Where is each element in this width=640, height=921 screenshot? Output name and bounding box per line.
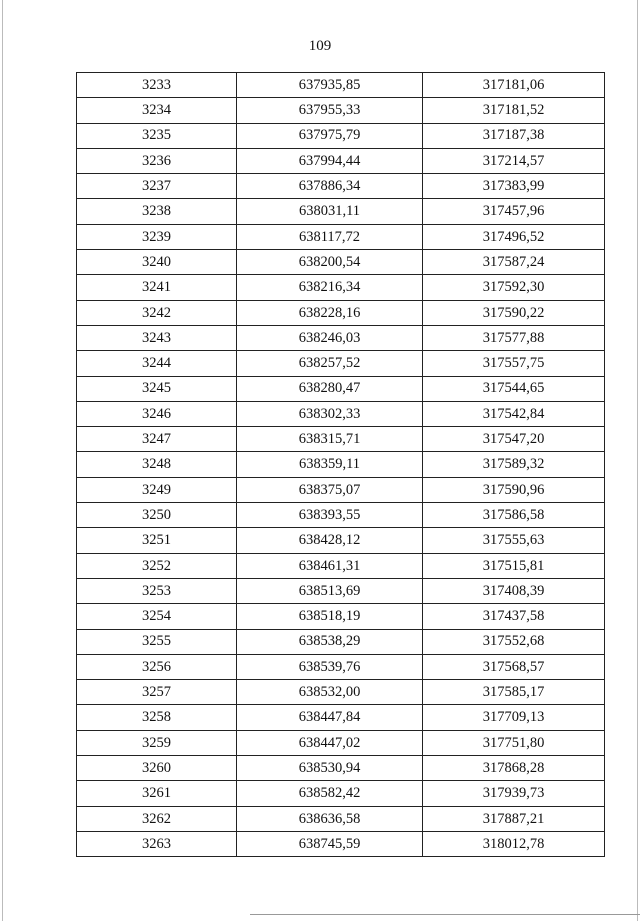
x-coordinate-cell: 637886,34 [237, 174, 423, 199]
y-coordinate-cell: 317187,38 [423, 123, 605, 148]
table-row [77, 300, 605, 325]
x-coordinate-cell: 638315,71 [237, 427, 423, 452]
y-coordinate-cell: 317586,58 [423, 503, 605, 528]
x-coordinate-cell: 638393,55 [237, 503, 423, 528]
table-row [77, 806, 605, 831]
table-row [77, 705, 605, 730]
y-coordinate-cell: 317181,52 [423, 98, 605, 123]
x-coordinate-cell: 637955,33 [237, 98, 423, 123]
y-coordinate-cell: 317557,75 [423, 351, 605, 376]
coordinates-table [76, 72, 605, 857]
point-number-cell: 3260 [77, 756, 237, 781]
point-number-cell: 3234 [77, 98, 237, 123]
point-number-cell: 3262 [77, 806, 237, 831]
bottom-divider [250, 914, 640, 915]
point-number-cell: 3237 [77, 174, 237, 199]
point-number-cell: 3256 [77, 654, 237, 679]
x-coordinate-cell: 637935,85 [237, 73, 423, 98]
table-row [77, 275, 605, 300]
y-coordinate-cell: 317592,30 [423, 275, 605, 300]
x-coordinate-cell: 638539,76 [237, 654, 423, 679]
page-edge-right [637, 0, 638, 921]
point-number-cell: 3240 [77, 250, 237, 275]
y-coordinate-cell: 317577,88 [423, 325, 605, 350]
table-row [77, 452, 605, 477]
table-row [77, 604, 605, 629]
table-row [77, 654, 605, 679]
x-coordinate-cell: 638257,52 [237, 351, 423, 376]
y-coordinate-cell: 317496,52 [423, 224, 605, 249]
point-number-cell: 3248 [77, 452, 237, 477]
y-coordinate-cell: 318012,78 [423, 831, 605, 856]
x-coordinate-cell: 638745,59 [237, 831, 423, 856]
x-coordinate-cell: 638538,29 [237, 629, 423, 654]
x-coordinate-cell: 638246,03 [237, 325, 423, 350]
y-coordinate-cell: 317437,58 [423, 604, 605, 629]
x-coordinate-cell: 638375,07 [237, 477, 423, 502]
x-coordinate-cell: 638532,00 [237, 680, 423, 705]
y-coordinate-cell: 317515,81 [423, 553, 605, 578]
y-coordinate-cell: 317585,17 [423, 680, 605, 705]
y-coordinate-cell: 317383,99 [423, 174, 605, 199]
x-coordinate-cell: 638513,69 [237, 578, 423, 603]
table-row [77, 325, 605, 350]
point-number-cell: 3252 [77, 553, 237, 578]
table-row [77, 351, 605, 376]
table-row [77, 250, 605, 275]
x-coordinate-cell: 638228,16 [237, 300, 423, 325]
page-number: 109 [308, 38, 332, 54]
table-row [77, 629, 605, 654]
point-number-cell: 3247 [77, 427, 237, 452]
point-number-cell: 3238 [77, 199, 237, 224]
x-coordinate-cell: 638359,11 [237, 452, 423, 477]
x-coordinate-cell: 638636,58 [237, 806, 423, 831]
point-number-cell: 3263 [77, 831, 237, 856]
x-coordinate-cell: 637994,44 [237, 148, 423, 173]
x-coordinate-cell: 638428,12 [237, 528, 423, 553]
y-coordinate-cell: 317544,65 [423, 376, 605, 401]
y-coordinate-cell: 317587,24 [423, 250, 605, 275]
point-number-cell: 3235 [77, 123, 237, 148]
table-row [77, 73, 605, 98]
x-coordinate-cell: 638302,33 [237, 401, 423, 426]
x-coordinate-cell: 638216,34 [237, 275, 423, 300]
point-number-cell: 3246 [77, 401, 237, 426]
table-row [77, 477, 605, 502]
point-number-cell: 3258 [77, 705, 237, 730]
x-coordinate-cell: 638117,72 [237, 224, 423, 249]
point-number-cell: 3244 [77, 351, 237, 376]
y-coordinate-cell: 317939,73 [423, 781, 605, 806]
point-number-cell: 3242 [77, 300, 237, 325]
coordinates-table-body [77, 73, 605, 857]
table-row [77, 224, 605, 249]
y-coordinate-cell: 317590,22 [423, 300, 605, 325]
table-row [77, 401, 605, 426]
x-coordinate-cell: 638518,19 [237, 604, 423, 629]
y-coordinate-cell: 317887,21 [423, 806, 605, 831]
table-row [77, 199, 605, 224]
y-coordinate-cell: 317408,39 [423, 578, 605, 603]
table-row [77, 831, 605, 856]
table-row [77, 553, 605, 578]
table-row [77, 528, 605, 553]
y-coordinate-cell: 317590,96 [423, 477, 605, 502]
x-coordinate-cell: 638461,31 [237, 553, 423, 578]
table-row [77, 781, 605, 806]
point-number-cell: 3249 [77, 477, 237, 502]
y-coordinate-cell: 317568,57 [423, 654, 605, 679]
table-row [77, 148, 605, 173]
x-coordinate-cell: 638280,47 [237, 376, 423, 401]
y-coordinate-cell: 317547,20 [423, 427, 605, 452]
page-edge-left [2, 0, 3, 921]
point-number-cell: 3255 [77, 629, 237, 654]
y-coordinate-cell: 317552,68 [423, 629, 605, 654]
x-coordinate-cell: 638530,94 [237, 756, 423, 781]
y-coordinate-cell: 317589,32 [423, 452, 605, 477]
point-number-cell: 3251 [77, 528, 237, 553]
table-row [77, 680, 605, 705]
point-number-cell: 3254 [77, 604, 237, 629]
table-row [77, 756, 605, 781]
point-number-cell: 3239 [77, 224, 237, 249]
point-number-cell: 3243 [77, 325, 237, 350]
y-coordinate-cell: 317751,80 [423, 730, 605, 755]
point-number-cell: 3253 [77, 578, 237, 603]
y-coordinate-cell: 317868,28 [423, 756, 605, 781]
table-row [77, 730, 605, 755]
point-number-cell: 3241 [77, 275, 237, 300]
y-coordinate-cell: 317214,57 [423, 148, 605, 173]
table-row [77, 174, 605, 199]
table-row [77, 376, 605, 401]
point-number-cell: 3261 [77, 781, 237, 806]
point-number-cell: 3259 [77, 730, 237, 755]
table-row [77, 427, 605, 452]
x-coordinate-cell: 638447,02 [237, 730, 423, 755]
point-number-cell: 3250 [77, 503, 237, 528]
y-coordinate-cell: 317181,06 [423, 73, 605, 98]
x-coordinate-cell: 637975,79 [237, 123, 423, 148]
y-coordinate-cell: 317555,63 [423, 528, 605, 553]
point-number-cell: 3245 [77, 376, 237, 401]
y-coordinate-cell: 317457,96 [423, 199, 605, 224]
x-coordinate-cell: 638200,54 [237, 250, 423, 275]
x-coordinate-cell: 638582,42 [237, 781, 423, 806]
point-number-cell: 3233 [77, 73, 237, 98]
point-number-cell: 3257 [77, 680, 237, 705]
x-coordinate-cell: 638447,84 [237, 705, 423, 730]
y-coordinate-cell: 317709,13 [423, 705, 605, 730]
table-row [77, 123, 605, 148]
table-row [77, 578, 605, 603]
x-coordinate-cell: 638031,11 [237, 199, 423, 224]
point-number-cell: 3236 [77, 148, 237, 173]
table-row [77, 98, 605, 123]
y-coordinate-cell: 317542,84 [423, 401, 605, 426]
table-row [77, 503, 605, 528]
